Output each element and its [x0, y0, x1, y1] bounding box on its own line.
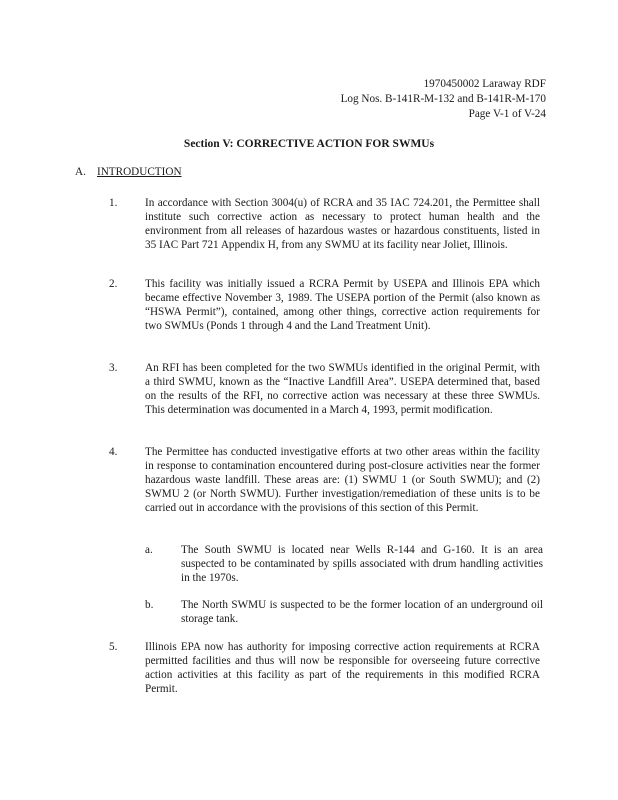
paragraph-text: The Permittee has conducted investigative efforts at two other areas within the facility in response to contamination encountered during post-closure activities near the former hazardous waste landfill. These areas are: (1) SWMU 1 (or South SWMU); and (2) SWMU 2 (or North SWMU). Further investigation/remediation of these units is to be carried out in accordance with the provisions of this section of this Permit.: [145, 446, 540, 514]
section-heading: INTRODUCTION: [97, 166, 182, 178]
subparagraph-text: The South SWMU is located near Wells R-144 and G-160. It is an area suspected to be contaminated by spills associated with drum handling activities in the 1970s.: [181, 544, 543, 584]
paragraph-number: 1.: [109, 197, 118, 209]
paragraph-number: 2.: [109, 278, 118, 290]
paragraph-text: In accordance with Section 3004(u) of RCRA and 35 IAC 724.201, the Permittee shall institute such corrective action as necessary to protect human health and the environment from all releases of hazardous wastes or hazardous constituents, listed in 35 IAC Part 721 Appendix H, from any SWMU at its facility near Joliet, Illinois.: [145, 197, 540, 251]
section-letter: A.: [75, 166, 86, 178]
document-header: [341, 77, 546, 122]
section-title: Section V: CORRECTIVE ACTION FOR SWMUs: [183, 138, 435, 150]
paragraph-text: Illinois EPA now has authority for imposing corrective action requirements at RCRA permitted facilities and thus will now be responsible for overseeing future corrective action activities at this facility as part of the requirements in this modified RCRA Permit.: [145, 641, 540, 695]
paragraph-text: This facility was initially issued a RCRA Permit by USEPA and Illinois EPA which became effective November 3, 1989. The USEPA portion of the Permit (also known as “HSWA Permit”), contained, among other things, corrective action requirements for two SWMUs (Ponds 1 through 4 and the Land Treatment Unit).: [145, 278, 540, 332]
paragraph-number: 3.: [109, 362, 118, 374]
paragraph-number: 5.: [109, 641, 118, 653]
header-page-number: Page V-1 of V-24: [468, 108, 546, 120]
subparagraph-label: b.: [145, 599, 154, 611]
subparagraph-label: a.: [145, 544, 153, 556]
paragraph-text: An RFI has been completed for the two SWMUs identified in the original Permit, with a third SWMU, known as the “Inactive Landfill Area”. USEPA determined that, based on the results of the RFI, no corrective action was necessary at these three SWMUs. This determination was documented in a March 4, 1993, permit modification.: [145, 362, 540, 416]
header-permit-id: 1970450002 Laraway RDF: [423, 78, 546, 90]
subparagraph-text: The North SWMU is suspected to be the former location of an underground oil storage tank.: [181, 599, 543, 625]
header-log-numbers: Log Nos. B-141R-M-132 and B-141R-M-170: [340, 93, 546, 105]
paragraph-number: 4.: [109, 446, 118, 458]
